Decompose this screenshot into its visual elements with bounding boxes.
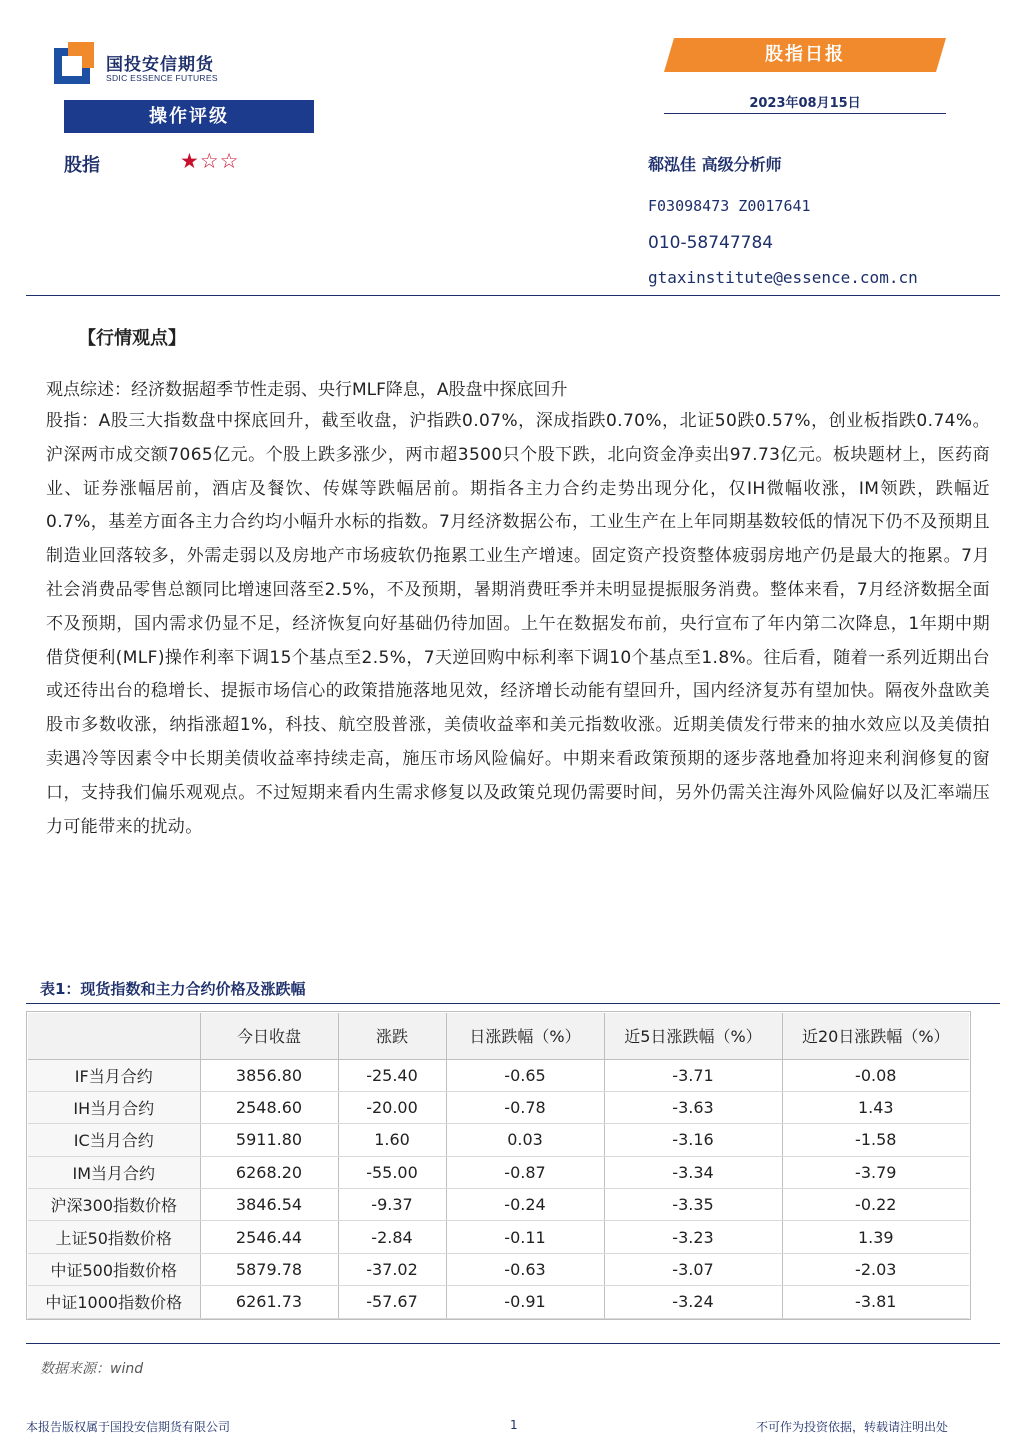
header-cell bbox=[28, 1013, 200, 1059]
five-day-pct-cell: -3.71 bbox=[604, 1059, 782, 1091]
five-day-pct-cell: -3.35 bbox=[604, 1189, 782, 1221]
price-table bbox=[28, 1013, 969, 1319]
footer-disclaimer: 不可作为投资依据，转载请注明出处 bbox=[756, 1420, 949, 1434]
table-row bbox=[28, 1059, 969, 1091]
daily-pct-cell: -0.65 bbox=[446, 1059, 604, 1091]
daily-pct-cell: -0.87 bbox=[446, 1156, 604, 1188]
row-name: IM当月合约 bbox=[28, 1156, 200, 1188]
logo-mark-icon bbox=[54, 42, 96, 84]
page-number: 1 bbox=[510, 1418, 518, 1432]
close-cell: 2546.44 bbox=[200, 1221, 338, 1253]
daily-pct-cell: -0.78 bbox=[446, 1091, 604, 1123]
caption-divider bbox=[26, 1003, 1000, 1004]
header-cell: 近20日涨跌幅（%） bbox=[782, 1013, 969, 1059]
report-title: 股指日报 bbox=[765, 44, 845, 65]
twenty-day-pct-cell: -3.81 bbox=[782, 1286, 969, 1318]
table-row bbox=[28, 1189, 969, 1221]
twenty-day-pct-cell: 1.39 bbox=[782, 1221, 969, 1253]
logo-name-en: SDIC ESSENCE FUTURES bbox=[106, 73, 218, 83]
five-day-pct-cell: -3.24 bbox=[604, 1286, 782, 1318]
change-cell: 1.60 bbox=[338, 1124, 446, 1156]
change-cell: -2.84 bbox=[338, 1221, 446, 1253]
analyst-phone: 010-58747784 bbox=[648, 233, 774, 253]
report-title-banner bbox=[664, 38, 946, 72]
analyst-email[interactable]: gtaxinstitute@essence.com.cn bbox=[648, 268, 918, 287]
close-cell: 5879.78 bbox=[200, 1253, 338, 1285]
row-name: IC当月合约 bbox=[28, 1124, 200, 1156]
close-cell: 6268.20 bbox=[200, 1156, 338, 1188]
twenty-day-pct-cell: -0.22 bbox=[782, 1189, 969, 1221]
five-day-pct-cell: -3.34 bbox=[604, 1156, 782, 1188]
change-cell: -55.00 bbox=[338, 1156, 446, 1188]
data-source: 数据来源：wind bbox=[40, 1361, 144, 1377]
report-date: 2023年08月15日 bbox=[749, 96, 861, 111]
row-name: 中证1000指数价格 bbox=[28, 1286, 200, 1318]
table-row bbox=[28, 1286, 969, 1318]
twenty-day-pct-cell: -3.79 bbox=[782, 1156, 969, 1188]
change-cell: -20.00 bbox=[338, 1091, 446, 1123]
table-row bbox=[28, 1253, 969, 1285]
daily-pct-cell: -0.24 bbox=[446, 1189, 604, 1221]
table-row bbox=[28, 1091, 969, 1123]
daily-pct-cell: -0.63 bbox=[446, 1253, 604, 1285]
row-name: IH当月合约 bbox=[28, 1091, 200, 1123]
five-day-pct-cell: -3.16 bbox=[604, 1124, 782, 1156]
five-day-pct-cell: -3.63 bbox=[604, 1091, 782, 1123]
analyst-name: 郗泓佳 高级分析师 bbox=[648, 155, 782, 174]
change-cell: -25.40 bbox=[338, 1059, 446, 1091]
rating-label: 股指 bbox=[64, 155, 100, 176]
change-cell: -37.02 bbox=[338, 1253, 446, 1285]
close-cell: 3856.80 bbox=[200, 1059, 338, 1091]
twenty-day-pct-cell: -1.58 bbox=[782, 1124, 969, 1156]
table-row bbox=[28, 1124, 969, 1156]
daily-pct-cell: -0.91 bbox=[446, 1286, 604, 1318]
five-day-pct-cell: -3.23 bbox=[604, 1221, 782, 1253]
table-row bbox=[28, 1156, 969, 1188]
header-cell: 日涨跌幅（%） bbox=[446, 1013, 604, 1059]
close-cell: 6261.73 bbox=[200, 1286, 338, 1318]
rating-stars-icon: ★☆☆ bbox=[180, 149, 240, 173]
logo-name-cn: 国投安信期货 bbox=[106, 55, 214, 75]
change-cell: -57.67 bbox=[338, 1286, 446, 1318]
twenty-day-pct-cell: 1.43 bbox=[782, 1091, 969, 1123]
date-divider bbox=[664, 113, 946, 114]
header-divider bbox=[26, 295, 1000, 296]
company-logo bbox=[54, 42, 244, 88]
summary-line: 观点综述：经济数据超季节性走弱、央行MLF降息，A股盘中探底回升 bbox=[46, 380, 568, 400]
daily-pct-cell: 0.03 bbox=[446, 1124, 604, 1156]
close-cell: 5911.80 bbox=[200, 1124, 338, 1156]
rating-heading: 操作评级 bbox=[64, 100, 314, 133]
daily-pct-cell: -0.11 bbox=[446, 1221, 604, 1253]
row-name: 上证50指数价格 bbox=[28, 1221, 200, 1253]
row-name: 中证500指数价格 bbox=[28, 1253, 200, 1285]
table-header-row bbox=[28, 1013, 969, 1059]
twenty-day-pct-cell: -0.08 bbox=[782, 1059, 969, 1091]
header-cell: 近5日涨跌幅（%） bbox=[604, 1013, 782, 1059]
header-cell: 今日收盘 bbox=[200, 1013, 338, 1059]
section-heading: 【行情观点】 bbox=[78, 328, 186, 349]
row-name: IF当月合约 bbox=[28, 1059, 200, 1091]
analyst-license-ids: F03098473 Z0017641 bbox=[648, 197, 811, 215]
row-name: 沪深300指数价格 bbox=[28, 1189, 200, 1221]
market-commentary: 股指：A股三大指数盘中探底回升，截至收盘，沪指跌0.07%，深成指跌0.70%，北证50跌0.57%，创业板指跌0.74%。沪深两市成交额7065亿元。个股上跌多涨少，两市超3500只个股下跌，北向资金净卖出97.73亿元。板块题材上，医药商业、证券涨幅居前，酒店及餐饮、传媒等跌幅居前。期指各主力合约走势出现分化，仅IH微幅收涨，IM领跌，跌幅近0.7%，基差方面各主力合约均小幅升水标的指数。7月经济数据公布，工业生产在上年同期基数较低的情况下仍不及预期且制造业回落较多，外需走弱以及房地产市场疲软仍拖累工业生产增速。固定资产投资整体疲弱房地产仍是最大的拖累。7月社会消费品零售总额同比增速回落至2.5%，不及预期，暑期消费旺季并未明显提振服务消费。整体来看，7月经济数据全面不及预期，国内需求仍显不足，经济恢复向好基础仍待加固。上午在数据发布前，央行宣布了年内第二次降息，1年期中期借贷便利(MLF)操作利率下调15个基点至2.5%，7天逆回购中标利率下调10个基点至1.8%。往后看，随着一系列近期出台或还待出台的稳增长、提振市场信心的政策措施落地见效，经济增长动能有望回升，国内经济复苏有望加快。隔夜外盘欧美股市多数收涨，纳指涨超1%，科技、航空股普涨，美债收益率和美元指数收涨。近期美债发行带来的抽水效应以及美债拍卖遇冷等因素令中长期美债收益率持续走高，施压市场风险偏好。中期来看政策预期的逐步落地叠加将迎来利润修复的窗口，支持我们偏乐观观点。不过短期来看内生需求修复以及政策兑现仍需要时间，另外仍需关注海外风险偏好以及汇率端压力可能带来的扰动。 bbox=[46, 411, 990, 837]
five-day-pct-cell: -3.07 bbox=[604, 1253, 782, 1285]
change-cell: -9.37 bbox=[338, 1189, 446, 1221]
header-cell: 涨跌 bbox=[338, 1013, 446, 1059]
table-bottom-divider bbox=[26, 1343, 1000, 1344]
close-cell: 2548.60 bbox=[200, 1091, 338, 1123]
twenty-day-pct-cell: -2.03 bbox=[782, 1253, 969, 1285]
table-caption: 表1：现货指数和主力合约价格及涨跌幅 bbox=[40, 980, 306, 998]
close-cell: 3846.54 bbox=[200, 1189, 338, 1221]
footer-copyright: 本报告版权属于国投安信期货有限公司 bbox=[26, 1420, 231, 1434]
table-row bbox=[28, 1221, 969, 1253]
